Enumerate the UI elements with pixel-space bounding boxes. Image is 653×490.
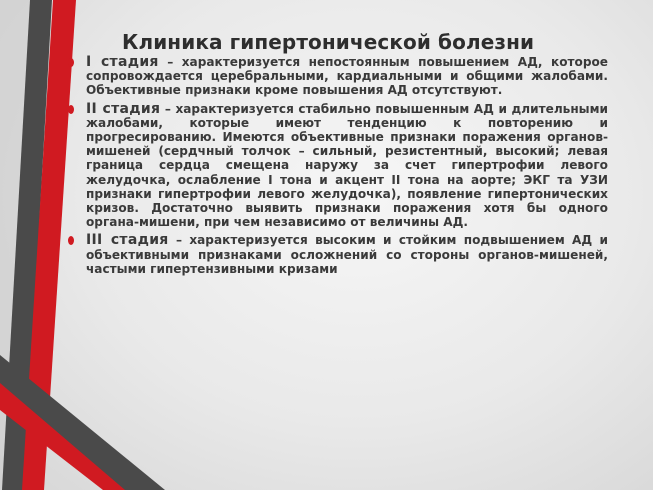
slide-title: Клиника гипертонической болезни: [122, 30, 535, 54]
bullet-icon: [68, 236, 74, 245]
list-item-stage-3: [68, 233, 608, 276]
list-item-stage-2: [68, 102, 608, 230]
bullet-icon: [68, 105, 74, 114]
stage-label: I стадия: [86, 54, 159, 70]
content-list: [68, 55, 608, 280]
stage-label: III стадия: [86, 232, 169, 249]
stage-description: – характеризуется высоким и стойким подвышением АД и объективными признаками осложнений со стороны органов-мишеней, частыми гипертензивными кризами: [86, 233, 609, 276]
stage-paragraph: [86, 233, 608, 276]
stage-description: – характеризуется стабильно повышенным АД и длительными жалобами, которые имеют тенденцию к повторению и прогресированию. Имеются объективные признаки поражения органов-мишеней (сердчный толчок – сильный, резистентный, высокий; левая граница сердца смещена наружу за счет гипертрофии левого желудочка, ослабление I тона и акцент II тона на аорте; ЭКГ та УЗИ признаки гипертрофии левого желудочка), появление гипертонических кризов. Достаточно выявить признаки поражения хотя бы одного органа-мишени, при чем независимо от величины АД.: [86, 101, 608, 230]
bullet-icon: [68, 58, 74, 67]
list-item-stage-1: [68, 55, 608, 98]
stage-description: – характеризуется непостоянным повышением АД, которое сопровождается церебральными, кардиальными и общими жалобами. Объективные признаки кроме повышения АД отсутствуют.: [86, 55, 609, 98]
stage-paragraph: [86, 102, 608, 230]
stage-paragraph: [86, 55, 608, 98]
stage-label: II стадия: [86, 100, 161, 117]
